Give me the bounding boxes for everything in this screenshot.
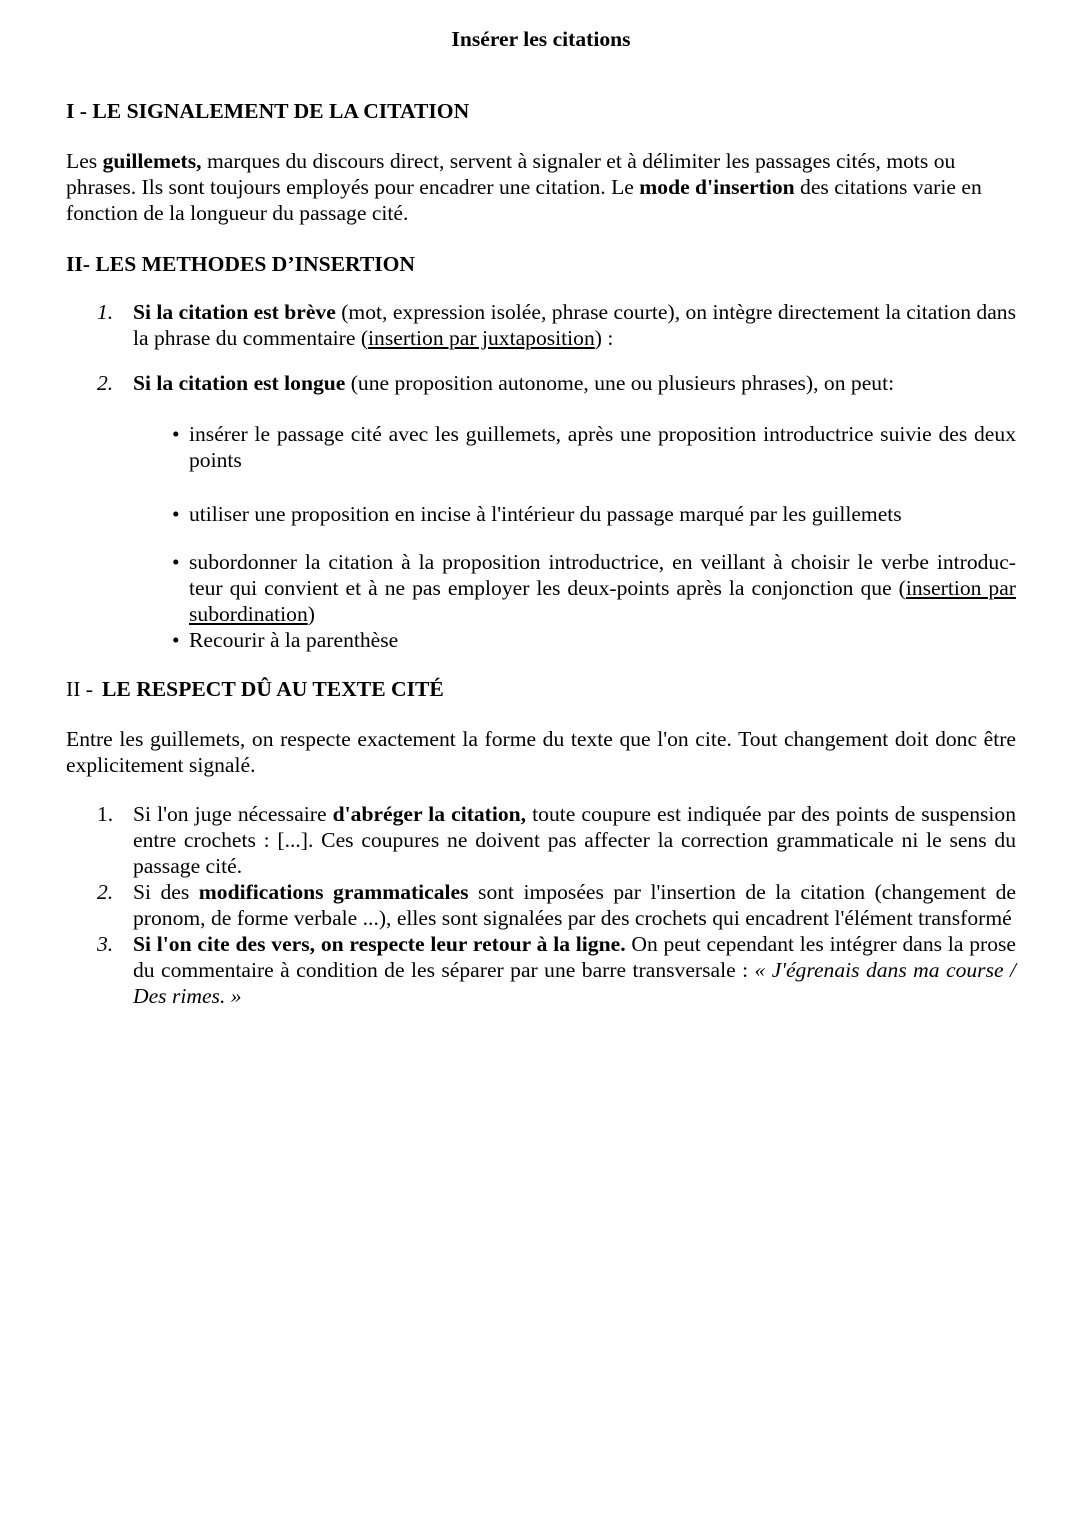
bullet-item-subordonner-citation <box>172 549 1016 627</box>
section-respect-heading-text: LE RESPECT DÛ AU TEXTE CITÉ <box>101 677 444 701</box>
bullet-item-inserer-passage <box>172 421 1016 473</box>
bullet-item-text: Recourir à la parenthèse <box>189 628 399 652</box>
numbered-item-abreger-citation <box>97 801 1017 879</box>
list-number: 3. <box>97 932 114 956</box>
numbered-item-text: Si l'on cite des vers, on respecte leur retour à la ligne. On peut cependant les intégrer dans la prose du commentaire à condition de les séparer par une barre transversale : « J'égrenais dans ma course / Des rimes. » <box>133 932 1016 1008</box>
section-signalement-heading: I - LE SIGNALEMENT DE LA CITATION <box>66 99 470 123</box>
bullet-item-text: utiliser une proposition en incise à l'intérieur du passage marqué par les guillemets <box>189 502 902 526</box>
numbered-item-modifications-grammaticales <box>97 879 1016 931</box>
bullet-item-text: insérer le passage cité avec les guillemets, après une proposition introductrice suivie des deux points <box>189 422 1016 472</box>
section-respect-heading <box>66 676 1016 702</box>
list-number: 1. <box>97 802 114 826</box>
list-number: 2. <box>97 371 114 395</box>
section-signalement-paragraph: Les guillemets, marques du discours direct, servent à signaler et à délimiter les passages cités, mots ou phrases. Ils sont toujours employés pour encadrer une citation. Le mode d'insertion des citations varie en fonction de la longueur du passage cité. <box>66 149 982 225</box>
numbered-item-text: Si des modifications grammaticales sont imposées par l'insertion de la citation (changement de pronom, de forme verbale ...), elles sont signalées par des crochets qui encadrent l'élément transformé <box>133 880 1016 930</box>
bullet-icon: • <box>172 422 180 446</box>
section-respect-heading-numeral: II - <box>66 677 93 701</box>
numbered-item-citation-breve <box>97 299 1016 351</box>
section-respect-paragraph: Entre les guillemets, on respecte exactement la forme du texte que l'on cite. Tout changement doit donc être explicitement signalé. <box>66 727 1016 777</box>
numbered-item-citer-des-vers <box>97 931 1016 1009</box>
bullet-icon: • <box>172 502 180 526</box>
bullet-item-proposition-incise <box>172 501 1016 527</box>
numbered-item-text: Si la citation est brève (mot, expression isolée, phrase courte), on intègre directement la citation dans la phrase du commentaire (insertion par juxtaposition) : <box>133 300 1016 350</box>
section-methodes-heading: II- LES METHODES D’INSERTION <box>66 252 416 276</box>
bullet-icon: • <box>172 628 180 652</box>
bullet-icon: • <box>172 550 180 574</box>
numbered-item-text: Si l'on juge nécessaire d'abréger la citation, toute coupure est indiquée par des points de suspension entre crochets : [...]. Ces coupures ne doivent pas affecter la correction grammaticale ni le sens du passage cité. <box>133 802 1017 878</box>
list-number: 2. <box>97 880 114 904</box>
numbered-item-citation-longue <box>97 370 1016 396</box>
bullet-item-text: subordonner la citation à la proposition introductrice, en veillant à choisir le verbe introduc-teur qui convient et à ne pas employer les deux-points après la conjonction que (insertion par subordination) <box>189 550 1016 626</box>
list-number: 1. <box>97 300 114 324</box>
bullet-item-recourir-parenthese <box>172 627 1016 653</box>
numbered-item-text: Si la citation est longue (une proposition autonome, une ou plusieurs phrases), on peut: <box>133 371 895 395</box>
document-title: Insérer les citations <box>451 27 631 51</box>
